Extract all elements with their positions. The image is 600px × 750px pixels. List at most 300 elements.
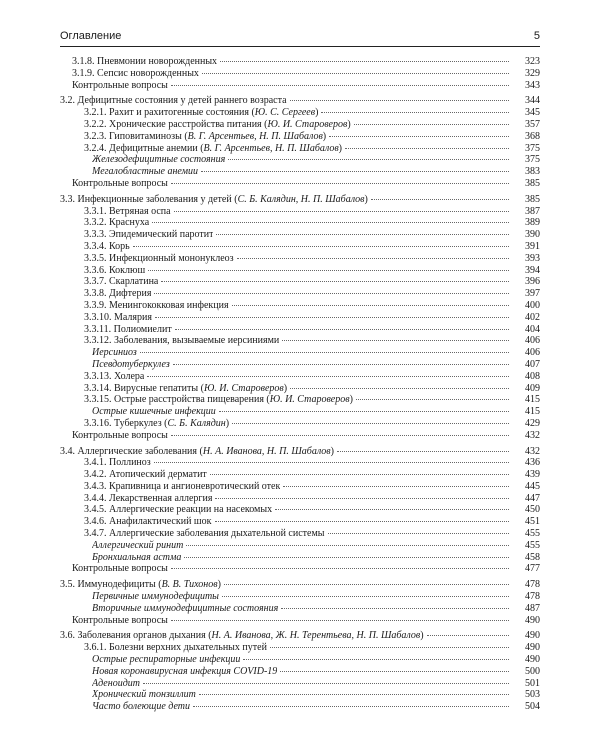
toc-entry-number: 3.2.3. — [84, 130, 109, 142]
toc-entry-number: 3.3.4. — [84, 240, 109, 252]
dot-leader — [174, 211, 509, 212]
dot-leader — [171, 85, 509, 86]
toc-entry[interactable] — [60, 446, 540, 458]
dot-leader — [356, 399, 509, 400]
toc-entry[interactable] — [60, 206, 540, 218]
dot-leader — [220, 61, 509, 62]
toc-entry-page: 409 — [525, 382, 540, 394]
toc-entry-text: Первичные иммунодефициты — [92, 591, 219, 603]
toc-entry-number: 3.4.2. — [84, 469, 109, 481]
toc-entry[interactable] — [60, 253, 540, 265]
toc-entry-text: Острые респираторные инфекции — [92, 654, 241, 666]
toc-entry[interactable] — [60, 615, 540, 627]
toc-entry-title: 3.2.4. Дефицитные анемии (В. Г. Арсентьев, Н. П. Шабалов) — [84, 142, 343, 154]
toc-entry-title — [92, 406, 216, 418]
toc-entry[interactable] — [60, 678, 540, 690]
toc-entry-text: Полиомиелит — [113, 323, 172, 335]
toc-entry[interactable] — [60, 107, 540, 119]
toc-entry-title — [84, 324, 172, 336]
toc-entry-title — [84, 528, 325, 540]
toc-entry-page: 344 — [525, 95, 540, 107]
toc-entry[interactable] — [60, 630, 540, 642]
toc-entry-text: Болезни верхних дыхательных путей — [109, 642, 267, 654]
dot-leader — [216, 234, 509, 235]
toc-entry-title — [84, 206, 171, 218]
toc-entry-title — [84, 229, 213, 241]
toc-entry[interactable] — [60, 347, 540, 359]
toc-entry-text: Сепсис новорожденных — [97, 67, 199, 79]
toc-entry-page: 396 — [525, 276, 540, 288]
toc-entry-text: Железодефицитные состояния — [92, 154, 226, 166]
toc-entry[interactable] — [60, 516, 540, 528]
dot-leader — [345, 148, 509, 149]
toc-entry-text: Мегалобластные анемии — [92, 166, 199, 178]
toc-entry[interactable] — [60, 642, 540, 654]
toc-entry-author: В. В. Тихонов — [161, 579, 218, 591]
toc-entry[interactable] — [60, 481, 540, 493]
toc-entry-text: Туберкулез — [114, 417, 162, 429]
header-rule — [60, 46, 540, 47]
toc-entry[interactable] — [60, 701, 540, 713]
dot-leader — [184, 557, 509, 558]
toc-entry[interactable] — [60, 528, 540, 540]
toc-entry-page: 323 — [525, 56, 540, 67]
toc-entry-number: 3.3.3. — [84, 229, 109, 241]
toc-entry-page: 393 — [525, 252, 540, 264]
toc-entry-text: Гиповитаминозы — [109, 130, 182, 142]
toc-entry-page: 432 — [525, 429, 540, 441]
toc-entry-page: 487 — [525, 602, 540, 614]
toc-entry-page: 445 — [525, 480, 540, 492]
toc-entry-number: 3.3.5. — [84, 252, 109, 264]
dot-leader — [152, 222, 509, 223]
toc-entry-page: 451 — [525, 516, 540, 528]
dot-leader — [210, 474, 509, 475]
dot-leader — [283, 486, 509, 487]
toc-entry-title: 3.2.3. Гиповитаминозы (В. Г. Арсентьев, Н. П. Шабалов) — [84, 130, 327, 142]
dot-leader — [193, 706, 509, 707]
toc-entry-title — [84, 642, 267, 654]
toc-entry-title: 3.5. Иммунодефициты (В. В. Тихонов) — [60, 579, 221, 591]
dot-leader — [171, 435, 509, 436]
toc-entry[interactable] — [60, 300, 540, 312]
toc-entry-title — [84, 493, 212, 505]
toc-entry-title: 3.3.16. Туберкулез (С. Б. Калядин) — [84, 417, 230, 429]
toc-entry-number: 3.4.7. — [84, 528, 109, 540]
toc-entry-page: 490 — [525, 642, 540, 654]
dot-leader — [232, 305, 509, 306]
toc-entry-title — [84, 469, 207, 481]
toc-entry-title — [92, 591, 219, 603]
toc-entry-title — [84, 457, 151, 469]
toc-entry-number: 3.3.6. — [84, 264, 109, 276]
toc-entry-text: Заболевания, вызываемые иерсиниями — [114, 335, 280, 347]
toc-entry[interactable] — [60, 166, 540, 178]
toc-entry-text: Поллиноз — [109, 457, 151, 469]
dot-leader — [171, 568, 509, 569]
toc-entry-title — [84, 312, 152, 324]
toc-entry[interactable] — [60, 563, 540, 575]
toc-entry[interactable] — [60, 504, 540, 516]
toc-entry-title — [92, 347, 137, 359]
toc-entry-number: 3.3.2. — [84, 217, 109, 229]
toc-entry[interactable] — [60, 229, 540, 241]
toc-entry-page: 383 — [525, 166, 540, 178]
toc-entry-number: 3.2.1. — [84, 107, 109, 119]
toc-entry-page: 432 — [525, 445, 540, 457]
toc-entry[interactable] — [60, 324, 540, 336]
toc-entry-number: 3.4.3. — [84, 480, 109, 492]
toc-entry-text: Корь — [109, 240, 130, 252]
dot-leader — [219, 411, 509, 412]
toc-entry-title: 3.6. Заболевания органов дыхания (Н. А. Иванова, Ж. Н. Терентьева, Н. П. Шабалов) — [60, 630, 424, 642]
toc-entry-number: 3.3.16. — [84, 417, 114, 429]
dot-leader — [222, 596, 509, 597]
header-title: Оглавление — [60, 30, 122, 42]
toc-entry[interactable] — [60, 143, 540, 155]
toc-entry[interactable] — [60, 383, 540, 395]
toc-entry[interactable] — [60, 131, 540, 143]
toc-entry-page: 407 — [525, 358, 540, 370]
toc-entry-title: 3.2.1. Рахит и рахитогенные состояния (Ю. С. Сергеев) — [84, 107, 319, 119]
toc-entry[interactable] — [60, 56, 540, 68]
toc-entry-page: 404 — [525, 323, 540, 335]
toc-entry-page: 450 — [525, 504, 540, 516]
toc-entry[interactable] — [60, 689, 540, 701]
toc-entry[interactable] — [60, 95, 540, 107]
toc-entry-text: Лекарственная аллергия — [109, 492, 213, 504]
toc-entry[interactable] — [60, 119, 540, 131]
dot-leader — [237, 258, 509, 259]
toc-entry[interactable] — [60, 418, 540, 430]
dot-leader — [270, 647, 509, 648]
toc-entry-author: С. Б. Калядин, Н. П. Шабалов — [237, 193, 365, 205]
dot-leader — [201, 171, 509, 172]
toc-entry-page: 504 — [525, 701, 540, 713]
toc-entry-title — [92, 552, 181, 564]
toc-entry-page: 375 — [525, 142, 540, 154]
toc-entry-number: 3.4.6. — [84, 516, 109, 528]
toc-entry-page: 357 — [525, 118, 540, 130]
toc-entry-page: 400 — [525, 299, 540, 311]
toc-entry-author: Ю. С. Сергеев — [254, 107, 316, 119]
toc-entry[interactable] — [60, 335, 540, 347]
toc-entry[interactable] — [60, 312, 540, 324]
toc-entry[interactable] — [60, 217, 540, 229]
toc-entry-text: Аденоидит — [92, 677, 140, 689]
toc-entry-author: С. Б. Калядин — [167, 417, 226, 429]
toc-entry-text: Малярия — [114, 311, 152, 323]
toc-entry[interactable] — [60, 469, 540, 481]
toc-entry-text: Иммунодефициты — [77, 579, 156, 591]
toc-entry[interactable] — [60, 276, 540, 288]
toc-entry-text: Часто болеющие дети — [92, 701, 190, 713]
toc-entry-page: 397 — [525, 288, 540, 300]
toc-entry-author: Ю. И. Староверов — [267, 118, 348, 130]
dot-leader — [321, 112, 509, 113]
toc-entry[interactable] — [60, 371, 540, 383]
toc-entry-page: 415 — [525, 394, 540, 406]
toc-entry-page: 501 — [525, 677, 540, 689]
toc-entry[interactable] — [60, 540, 540, 552]
table-of-contents — [60, 56, 540, 713]
toc-entry-number: 3.3.8. — [84, 288, 109, 300]
dot-leader — [175, 329, 509, 330]
toc-entry-page: 368 — [525, 130, 540, 142]
dot-leader — [354, 124, 509, 125]
toc-entry-page: 490 — [525, 654, 540, 666]
toc-entry-number: 3.2. — [60, 95, 78, 107]
toc-entry-text: Атопический дерматит — [109, 469, 207, 481]
toc-entry-page: 375 — [525, 154, 540, 166]
toc-entry-title — [92, 540, 183, 552]
dot-leader — [371, 199, 509, 200]
toc-entry[interactable] — [60, 178, 540, 190]
toc-entry[interactable] — [60, 406, 540, 418]
dot-leader — [133, 246, 509, 247]
dot-leader — [199, 694, 509, 695]
dot-leader — [171, 183, 509, 184]
toc-entry-page: 436 — [525, 457, 540, 469]
toc-entry[interactable] — [60, 68, 540, 80]
toc-entry-page: 478 — [525, 579, 540, 591]
toc-entry[interactable] — [60, 154, 540, 166]
toc-entry-title — [60, 95, 287, 107]
dot-leader — [282, 340, 509, 341]
toc-entry-text: Заболевания органов дыхания — [77, 630, 206, 642]
toc-entry-title — [84, 288, 151, 300]
toc-entry-number: 3.3.14. — [84, 382, 114, 394]
toc-entry-text: Контрольные вопросы — [72, 177, 168, 189]
toc-entry-title — [84, 276, 158, 288]
toc-entry-text: Рахит и рахитогенные состояния — [109, 107, 249, 119]
toc-entry-title — [72, 178, 168, 190]
toc-entry-title — [84, 481, 280, 493]
toc-entry-page: 387 — [525, 205, 540, 217]
toc-entry-text: Острые кишечные инфекции — [92, 406, 216, 418]
toc-entry-author: В. Г. Арсентьев, Н. П. Шабалов — [203, 142, 339, 154]
toc-entry[interactable] — [60, 265, 540, 277]
dot-leader — [154, 462, 509, 463]
toc-entry[interactable] — [60, 666, 540, 678]
toc-entry-number: 3.5. — [60, 579, 78, 591]
header-page-number: 5 — [533, 30, 540, 42]
toc-entry-page: 343 — [525, 79, 540, 91]
toc-entry-text: Крапивница и ангионевротический отек — [109, 480, 281, 492]
toc-entry-number: 3.3. — [60, 193, 78, 205]
toc-entry-number: 3.1.8. — [72, 56, 97, 67]
toc-entry-text: Инфекционный мононуклеоз — [109, 252, 234, 264]
toc-entry-number: 3.1.9. — [72, 67, 97, 79]
toc-entry-number: 3.6. — [60, 630, 78, 642]
toc-entry-title — [84, 241, 130, 253]
dot-leader — [147, 376, 509, 377]
toc-entry-title — [84, 217, 149, 229]
toc-entry-page: 429 — [525, 417, 540, 429]
toc-entry-title — [72, 615, 168, 627]
toc-entry[interactable] — [60, 552, 540, 564]
toc-entry[interactable] — [60, 579, 540, 591]
toc-entry[interactable] — [60, 591, 540, 603]
toc-entry-title — [72, 430, 168, 442]
toc-entry-author: В. Г. Арсентьев, Н. П. Шабалов — [187, 130, 323, 142]
toc-entry-text: Контрольные вопросы — [72, 429, 168, 441]
toc-entry-page: 406 — [525, 347, 540, 359]
dot-leader — [171, 620, 509, 621]
toc-entry-page: 455 — [525, 528, 540, 540]
toc-entry-title — [72, 68, 199, 80]
toc-entry[interactable] — [60, 194, 540, 206]
toc-entry-title — [72, 563, 168, 575]
dot-leader — [173, 364, 509, 365]
toc-entry-title — [92, 678, 140, 690]
dot-leader — [155, 317, 509, 318]
toc-entry-number: 3.3.9. — [84, 299, 109, 311]
dot-leader — [280, 671, 509, 672]
toc-entry-page: 447 — [525, 492, 540, 504]
toc-entry-text: Вирусные гепатиты — [114, 382, 199, 394]
toc-entry-text: Эпидемический паротит — [109, 229, 214, 241]
dot-leader — [202, 73, 509, 74]
toc-entry-title — [92, 359, 170, 371]
toc-entry-author: Ю. И. Староверов — [203, 382, 284, 394]
toc-entry-title — [84, 371, 144, 383]
dot-leader — [337, 451, 509, 452]
toc-entry-title — [92, 166, 198, 178]
toc-entry-page: 385 — [525, 177, 540, 189]
toc-entry-text: Контрольные вопросы — [72, 614, 168, 626]
toc-entry-text: Анафилактический шок — [109, 516, 212, 528]
toc-entry[interactable] — [60, 288, 540, 300]
toc-entry-title: 3.3.14. Вирусные гепатиты (Ю. И. Староверов) — [84, 382, 288, 394]
toc-entry-author: Н. А. Иванова, Ж. Н. Терентьева, Н. П. Шабалов — [211, 630, 421, 642]
toc-entry-title: 3.3. Инфекционные заболевания у детей (С. Б. Калядин, Н. П. Шабалов) — [60, 193, 368, 205]
dot-leader — [228, 159, 509, 160]
toc-entry-number: 3.3.15. — [84, 394, 114, 406]
toc-entry-text: Скарлатина — [109, 276, 159, 288]
toc-entry-page: 458 — [525, 551, 540, 563]
toc-entry-page: 503 — [525, 689, 540, 701]
dot-leader — [154, 293, 509, 294]
toc-entry-number: 3.4.4. — [84, 492, 109, 504]
toc-entry[interactable] — [60, 457, 540, 469]
toc-entry-text: Аллергические заболевания — [77, 445, 198, 457]
toc-entry-text: Краснуха — [109, 217, 150, 229]
toc-entry-page: 385 — [525, 193, 540, 205]
dot-leader — [275, 509, 509, 510]
toc-entry-author: Н. А. Иванова, Н. П. Шабалов — [202, 445, 331, 457]
toc-entry-page: 402 — [525, 311, 540, 323]
toc-entry-number: 3.3.11. — [84, 323, 114, 335]
toc-entry-title — [92, 654, 240, 666]
dot-leader — [224, 584, 509, 585]
toc-entry-text: Аллергические реакции на насекомых — [109, 504, 273, 516]
toc-entry[interactable] — [60, 359, 540, 371]
toc-entry-text: Иерсиниоз — [92, 347, 137, 359]
toc-entry-page: 439 — [525, 469, 540, 481]
toc-entry-page: 478 — [525, 591, 540, 603]
toc-entry-text: Холера — [114, 370, 145, 382]
toc-entry-number: 3.6.1. — [84, 642, 109, 654]
toc-entry[interactable] — [60, 654, 540, 666]
dot-leader — [290, 100, 509, 101]
running-header — [60, 30, 540, 50]
toc-entry-text: Бронхиальная астма — [92, 551, 182, 563]
toc-entry-number: 3.3.13. — [84, 370, 114, 382]
toc-entry-number: 3.3.7. — [84, 276, 109, 288]
toc-entry-page: 500 — [525, 665, 540, 677]
dot-leader — [232, 423, 509, 424]
dot-leader — [329, 136, 509, 137]
toc-entry-page: 455 — [525, 539, 540, 551]
toc-entry-page: 408 — [525, 370, 540, 382]
dot-leader — [161, 281, 509, 282]
toc-entry-page: 406 — [525, 335, 540, 347]
toc-entry-text: Аллергические заболевания дыхательной системы — [109, 528, 325, 540]
toc-entry-text: Вторичные иммунодефицитные состояния — [92, 602, 279, 614]
dot-leader — [328, 533, 509, 534]
toc-entry-title — [84, 504, 272, 516]
dot-leader — [140, 352, 509, 353]
dot-leader — [281, 608, 509, 609]
toc-entry-title — [84, 300, 229, 312]
toc-entry-number: 3.4.1. — [84, 457, 109, 469]
toc-entry-page: 415 — [525, 406, 540, 418]
toc-entry[interactable] — [60, 241, 540, 253]
toc-entry-text: Ветряная оспа — [109, 205, 171, 217]
toc-entry[interactable] — [60, 603, 540, 615]
toc-entry-page: 390 — [525, 229, 540, 241]
toc-entry-text: Хронические расстройства питания — [109, 118, 262, 130]
toc-entry-title — [84, 253, 234, 265]
toc-entry-number: 3.4.5. — [84, 504, 109, 516]
toc-entry-title — [92, 666, 277, 678]
toc-entry-title — [92, 701, 190, 713]
toc-entry-text: Инфекционные заболевания у детей — [77, 193, 232, 205]
toc-entry-page: 391 — [525, 240, 540, 252]
toc-entry[interactable] — [60, 80, 540, 92]
toc-entry-text: Дефицитные состояния у детей раннего возраста — [77, 95, 287, 107]
toc-entry-title — [92, 689, 196, 701]
toc-entry[interactable] — [60, 430, 540, 442]
toc-entry-title: 3.2.2. Хронические расстройства питания (Ю. И. Староверов) — [84, 118, 351, 130]
toc-entry-text: Менингококковая инфекция — [109, 299, 229, 311]
dot-leader — [427, 635, 509, 636]
dot-leader — [148, 270, 509, 271]
toc-entry-page: 490 — [525, 630, 540, 642]
toc-entry-text: Псевдотуберкулез — [92, 358, 170, 370]
toc-entry-title — [84, 335, 279, 347]
toc-entry-text: Новая коронавирусная инфекция COVID-19 — [92, 665, 278, 677]
toc-entry-number: 3.3.10. — [84, 311, 114, 323]
toc-entry-page: 394 — [525, 264, 540, 276]
dot-leader — [143, 683, 509, 684]
dot-leader — [243, 659, 509, 660]
toc-entry-title: 3.3.15. Острые расстройства пищеварения (Ю. И. Староверов) — [84, 394, 353, 406]
toc-entry-page: 345 — [525, 107, 540, 119]
toc-entry-text: Острые расстройства пищеварения — [114, 394, 264, 406]
toc-entry-title — [92, 603, 278, 615]
toc-entry-number: 3.3.12. — [84, 335, 114, 347]
toc-entry-number: 3.2.4. — [84, 142, 109, 154]
toc-entry[interactable] — [60, 394, 540, 406]
toc-entry-number: 3.4. — [60, 445, 78, 457]
toc-entry-text: Контрольные вопросы — [72, 79, 168, 91]
toc-entry-page: 389 — [525, 217, 540, 229]
dot-leader — [290, 388, 509, 389]
toc-entry-page: 490 — [525, 614, 540, 626]
toc-entry[interactable] — [60, 493, 540, 505]
